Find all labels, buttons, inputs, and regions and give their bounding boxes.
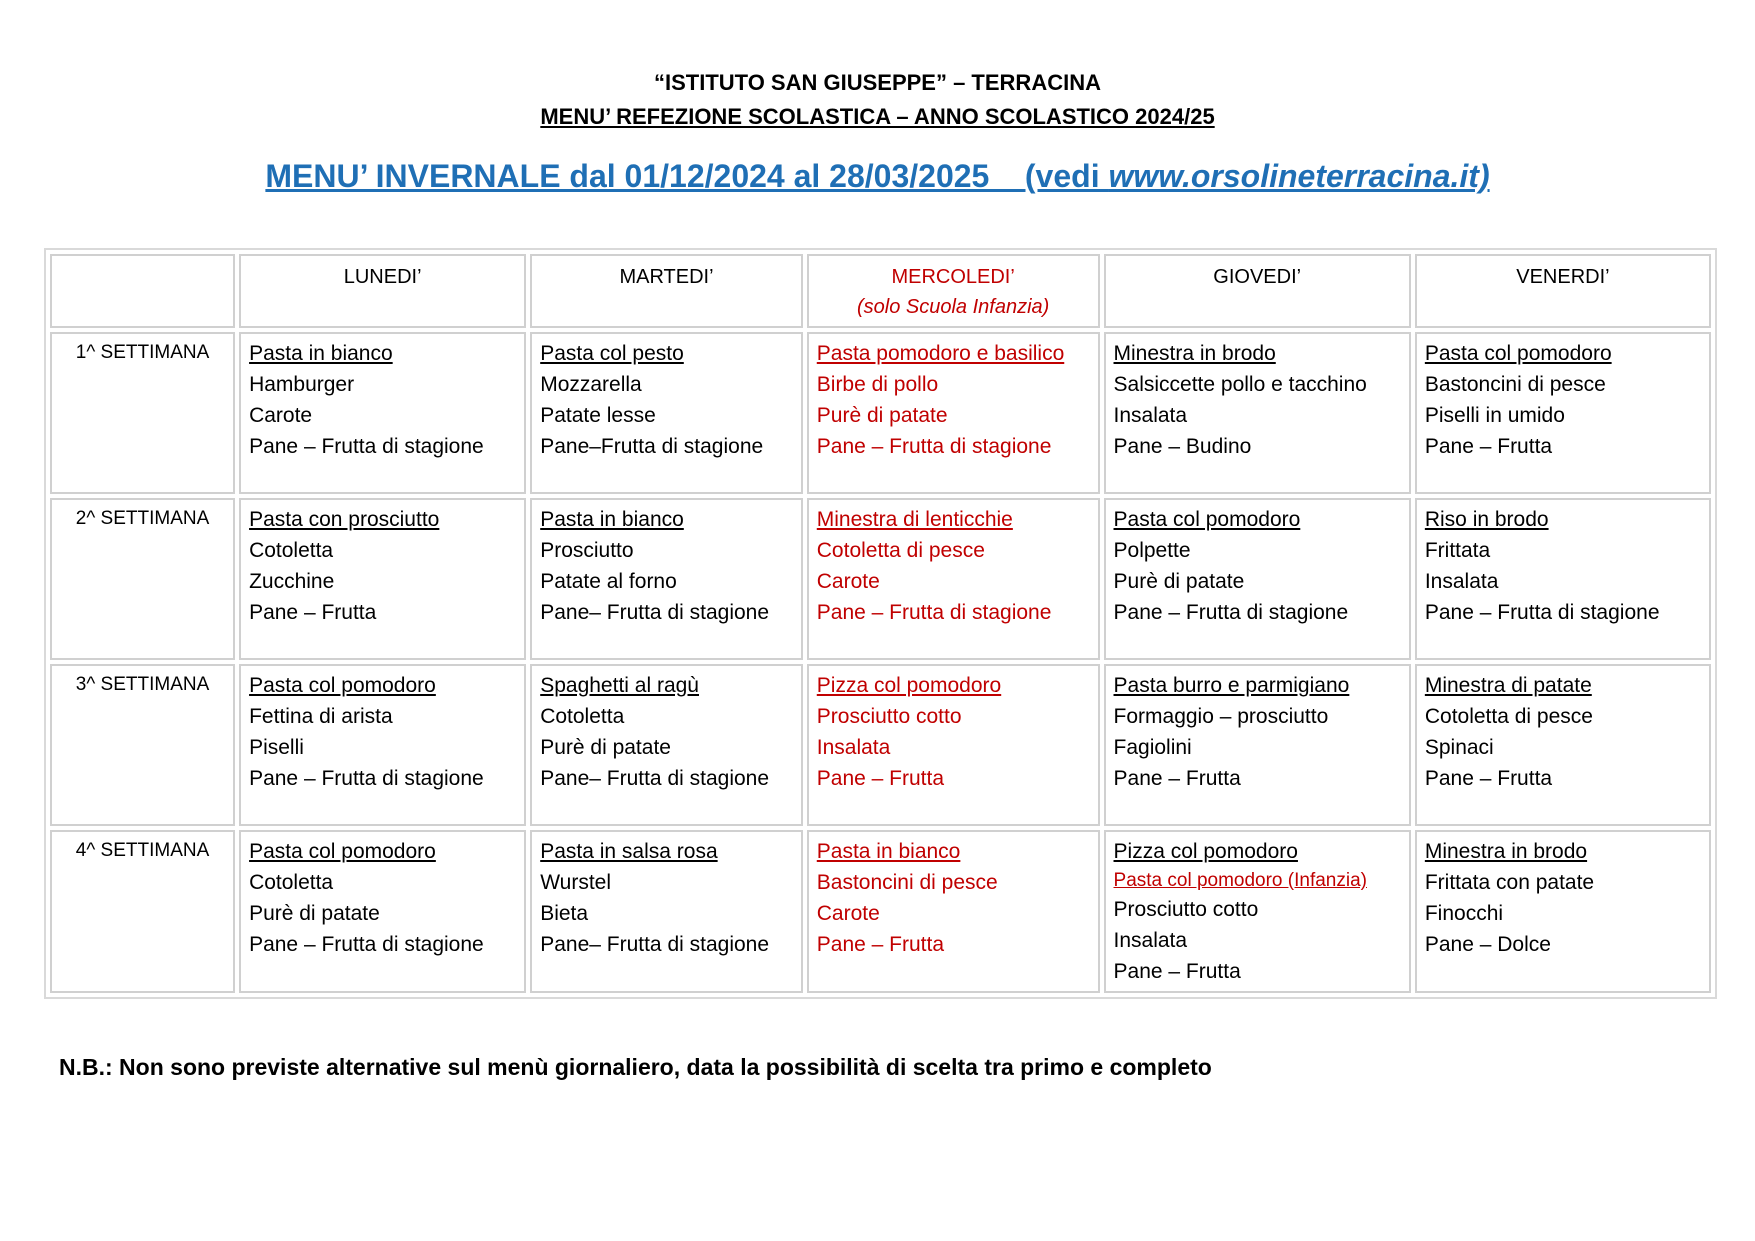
menu-cell <box>239 664 526 826</box>
day-header-4 <box>1415 254 1711 328</box>
dish-item: Pane–Frutta di stagione <box>540 435 764 458</box>
first-course: Minestra in brodo <box>1424 840 1588 863</box>
first-course: Minestra di patate <box>1424 674 1592 697</box>
dish-item: Cotoletta di pesce <box>816 539 985 562</box>
menu-cell <box>239 830 526 993</box>
first-course: Pasta in bianco <box>249 342 393 365</box>
dish-item: Prosciutto cotto <box>1113 898 1259 921</box>
dish-item: Prosciutto cotto <box>816 705 962 728</box>
dish-item: Purè di patate <box>1113 570 1245 593</box>
week-label: 3^ SETTIMANA <box>50 664 235 826</box>
dish-item: Mozzarella <box>540 373 642 396</box>
menu-cell <box>1415 498 1711 660</box>
menu-cell <box>530 830 803 993</box>
website-link[interactable]: www.orsolineterracina.it) <box>1108 158 1490 194</box>
dish-item: Bastoncini di pesce <box>816 871 998 894</box>
day-header-0 <box>239 254 526 328</box>
dish-item: Pane – Frutta <box>816 767 945 790</box>
dish-item: Purè di patate <box>816 404 948 427</box>
dish-item: Insalata <box>1424 570 1499 593</box>
dish-item: Cotoletta <box>540 705 625 728</box>
menu-period-text: MENU’ INVERNALE dal 01/12/2024 al 28/03/2025 (vedi <box>265 158 1109 194</box>
dish-item: Purè di patate <box>249 902 380 925</box>
day-label: LUNEDI’ <box>343 266 422 288</box>
dish-item: Purè di patate <box>540 736 671 759</box>
week-row <box>50 664 1711 826</box>
menu-cell <box>1104 498 1411 660</box>
dish-item: Pane – Frutta di stagione <box>1424 601 1660 624</box>
menu-cell <box>807 830 1100 993</box>
first-course: Pasta col pomodoro <box>249 840 436 863</box>
dish-item: Zucchine <box>249 570 335 593</box>
day-header-1 <box>530 254 803 328</box>
day-header-3 <box>1104 254 1411 328</box>
menu-cell <box>530 664 803 826</box>
first-course: Pasta in salsa rosa <box>540 840 718 863</box>
dish-item: Pane – Budino <box>1113 435 1252 458</box>
menu-cell <box>1415 664 1711 826</box>
menu-cell <box>1104 830 1411 993</box>
footnote: N.B.: Non sono previste alternative sul menù giornaliero, data la possibilità di scelta tra primo e completo <box>59 1054 1212 1080</box>
dish-item: Pasta col pomodoro (Infanzia) <box>1113 870 1367 891</box>
first-course: Pasta burro e parmigiano <box>1113 674 1350 697</box>
dish-item: Pane – Frutta <box>816 933 945 956</box>
first-course: Pasta col pomodoro <box>249 674 436 697</box>
dish-item: Finocchi <box>1424 902 1504 925</box>
day-label: MERCOLEDI’ <box>891 266 1015 288</box>
school-name: “ISTITUTO SAN GIUSEPPE” – TERRACINA <box>654 70 1101 95</box>
dish-item: Bastoncini di pesce <box>1424 373 1606 396</box>
week-row <box>50 830 1711 993</box>
dish-item: Patate lesse <box>540 404 656 427</box>
menu-cell <box>530 332 803 494</box>
menu-cell <box>1415 830 1711 993</box>
first-course: Pasta in bianco <box>816 840 961 863</box>
dish-item: Cotoletta <box>249 871 334 894</box>
dish-item: Pane– Frutta di stagione <box>540 767 770 790</box>
dish-item: Carote <box>816 902 880 925</box>
dish-item: Salsiccette pollo e tacchino <box>1113 373 1367 396</box>
first-course: Minestra in brodo <box>1113 342 1276 365</box>
week-row <box>50 332 1711 494</box>
dish-item: Pane – Frutta <box>1113 767 1241 790</box>
dish-item: Pane– Frutta di stagione <box>540 933 770 956</box>
dish-item: Frittata con patate <box>1424 871 1595 894</box>
dish-item: Pane – Frutta di stagione <box>816 601 1052 624</box>
dish-item: Pane – Frutta <box>1424 435 1553 458</box>
dish-item: Pane – Frutta di stagione <box>816 435 1052 458</box>
first-course: Spaghetti al ragù <box>540 674 699 697</box>
first-course: Pasta col pesto <box>540 342 684 365</box>
week-label: 4^ SETTIMANA <box>50 830 235 993</box>
dish-item: Pane – Frutta di stagione <box>1113 601 1349 624</box>
menu-table <box>44 248 1717 999</box>
dish-item: Wurstel <box>540 871 611 894</box>
first-course: Pizza col pomodoro <box>1113 840 1298 863</box>
corner-cell <box>50 254 235 328</box>
dish-item: Cotoletta di pesce <box>1424 705 1593 728</box>
week-label: 2^ SETTIMANA <box>50 498 235 660</box>
menu-period-title <box>0 158 1755 195</box>
dish-item: Fagiolini <box>1113 736 1192 759</box>
dish-item: Insalata <box>1113 929 1188 952</box>
dish-item: Insalata <box>1113 404 1188 427</box>
dish-item: Pane – Frutta <box>1113 960 1241 983</box>
dish-item: Carote <box>249 404 313 427</box>
menu-cell <box>1415 332 1711 494</box>
first-course: Pasta in bianco <box>540 508 684 531</box>
dish-item: Pane – Dolce <box>1424 933 1551 956</box>
day-header-row <box>50 254 1711 328</box>
dish-item: Bieta <box>540 902 589 925</box>
dish-item: Fettina di arista <box>249 705 393 728</box>
dish-item: Spinaci <box>1424 736 1494 759</box>
first-course: Pasta col pomodoro <box>1113 508 1301 531</box>
day-header-2 <box>807 254 1100 328</box>
menu-cell <box>807 332 1100 494</box>
dish-item: Formaggio – prosciutto <box>1113 705 1329 728</box>
dish-item: Polpette <box>1113 539 1191 562</box>
dish-item: Insalata <box>816 736 891 759</box>
dish-item: Pane – Frutta <box>1424 767 1553 790</box>
dish-item: Piselli in umido <box>1424 404 1565 427</box>
dish-item: Carote <box>816 570 880 593</box>
first-course: Riso in brodo <box>1424 508 1549 531</box>
dish-item: Pane – Frutta di stagione <box>249 767 484 790</box>
menu-body <box>50 332 1711 993</box>
first-course: Pasta col pomodoro <box>1424 342 1612 365</box>
dish-item: Patate al forno <box>540 570 677 593</box>
dish-item: Pane– Frutta di stagione <box>540 601 770 624</box>
document-subtitle <box>0 104 1755 130</box>
first-course: Pizza col pomodoro <box>816 674 1002 697</box>
dish-item: Cotoletta <box>249 539 334 562</box>
day-sublabel: (solo Scuola Infanzia) <box>856 296 1050 318</box>
day-label: GIOVEDI’ <box>1213 266 1302 288</box>
dish-item: Pane – Frutta <box>249 601 377 624</box>
first-course: Pasta pomodoro e basilico <box>816 342 1065 365</box>
dish-item: Frittata <box>1424 539 1491 562</box>
menu-cell <box>1104 664 1411 826</box>
menu-cell <box>1104 332 1411 494</box>
dish-item: Pane – Frutta di stagione <box>249 933 484 956</box>
menu-cell <box>239 332 526 494</box>
day-label: MARTEDI’ <box>619 266 714 288</box>
first-course: Pasta con prosciutto <box>249 508 440 531</box>
dish-item: Hamburger <box>249 373 355 396</box>
menu-cell <box>807 664 1100 826</box>
document-subtitle-text: MENU’ REFEZIONE SCOLASTICA – ANNO SCOLASTICO 2024/25 <box>540 104 1215 129</box>
dish-item: Piselli <box>249 736 304 759</box>
dish-item: Pane – Frutta di stagione <box>249 435 484 458</box>
dish-item: Prosciutto <box>540 539 634 562</box>
week-row <box>50 498 1711 660</box>
week-label: 1^ SETTIMANA <box>50 332 235 494</box>
day-label: VENERDI’ <box>1516 266 1610 288</box>
first-course: Minestra di lenticchie <box>816 508 1013 531</box>
menu-cell <box>530 498 803 660</box>
menu-cell <box>807 498 1100 660</box>
menu-cell <box>239 498 526 660</box>
dish-item: Birbe di pollo <box>816 373 939 396</box>
